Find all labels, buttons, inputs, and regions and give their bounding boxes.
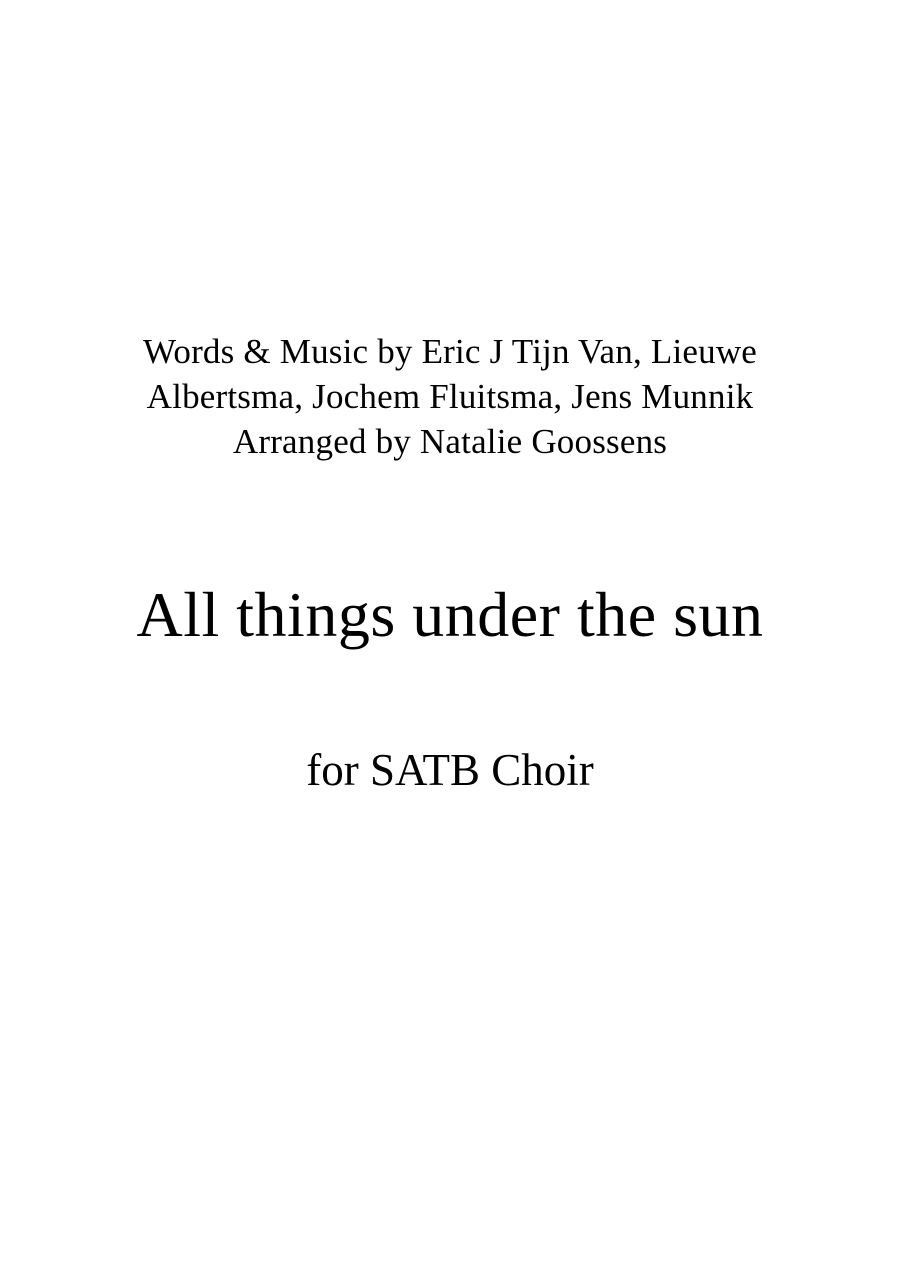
credit-line-arranger: Arranged by Natalie Goossens	[232, 422, 668, 461]
piece-title: All things under the sun	[136, 579, 764, 650]
piece-subtitle: for SATB Choir	[306, 745, 594, 795]
credit-line-words-music-1: Words & Music by Eric J Tijn Van, Lieuwe	[142, 332, 758, 371]
credit-line-words-music-2: Albertsma, Jochem Fluitsma, Jens Munnik	[146, 377, 754, 416]
composer-credits	[0, 329, 900, 464]
